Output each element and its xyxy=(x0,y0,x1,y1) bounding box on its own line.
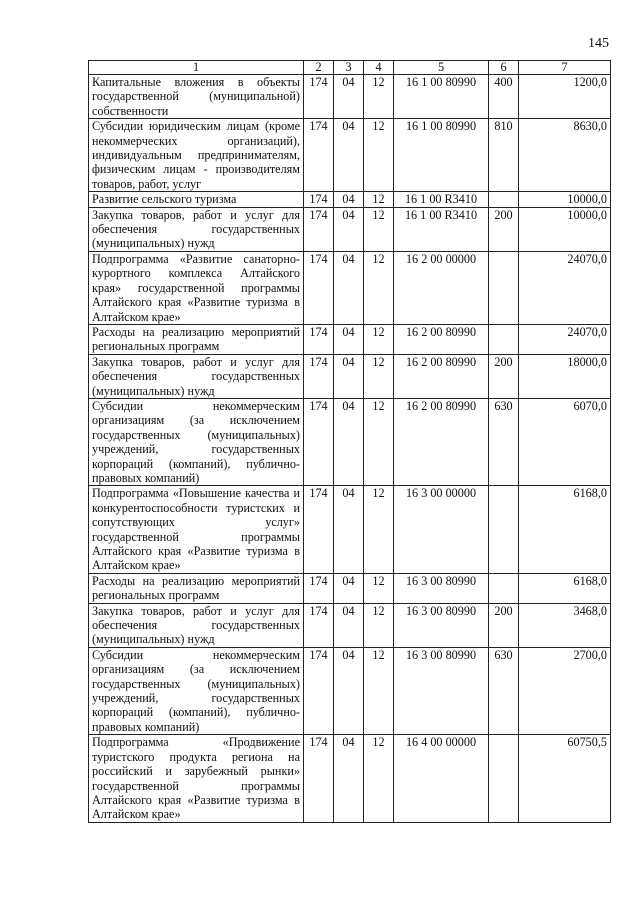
row-name-cell: Развитие сельского туризма xyxy=(89,192,304,207)
section-cell: 04 xyxy=(334,75,364,119)
target-article-cell: 16 2 00 80990 xyxy=(394,354,489,398)
expense-type-cell: 630 xyxy=(489,398,519,485)
target-article-cell: 16 3 00 80990 xyxy=(394,573,489,603)
section-cell: 04 xyxy=(334,398,364,485)
subsection-cell: 12 xyxy=(364,647,394,734)
column-header: 2 xyxy=(304,61,334,75)
subsection-cell: 12 xyxy=(364,119,394,192)
expense-type-cell: 200 xyxy=(489,207,519,251)
table-row xyxy=(89,647,611,734)
column-header: 5 xyxy=(394,61,489,75)
admin-code-cell: 174 xyxy=(304,251,334,324)
row-name-cell: Закупка товаров, работ и услуг для обеспечения государственных (муниципальных) нужд xyxy=(89,354,304,398)
section-cell: 04 xyxy=(334,251,364,324)
subsection-cell: 12 xyxy=(364,354,394,398)
subsection-cell: 12 xyxy=(364,324,394,354)
expense-type-cell: 810 xyxy=(489,119,519,192)
section-cell: 04 xyxy=(334,735,364,822)
section-cell: 04 xyxy=(334,486,364,573)
page-number: 145 xyxy=(588,36,609,51)
target-article-cell: 16 1 00 80990 xyxy=(394,75,489,119)
target-article-cell: 16 3 00 80990 xyxy=(394,647,489,734)
target-article-cell: 16 3 00 00000 xyxy=(394,486,489,573)
expense-type-cell: 200 xyxy=(489,603,519,647)
table-row xyxy=(89,324,611,354)
admin-code-cell: 174 xyxy=(304,354,334,398)
subsection-cell: 12 xyxy=(364,603,394,647)
target-article-cell: 16 2 00 80990 xyxy=(394,398,489,485)
amount-cell: 10000,0 xyxy=(519,192,611,207)
row-name-cell: Закупка товаров, работ и услуг для обеспечения государственных (муниципальных) нужд xyxy=(89,603,304,647)
expense-type-cell xyxy=(489,192,519,207)
expense-type-cell xyxy=(489,573,519,603)
admin-code-cell: 174 xyxy=(304,75,334,119)
admin-code-cell: 174 xyxy=(304,207,334,251)
target-article-cell: 16 2 00 80990 xyxy=(394,324,489,354)
row-name-cell: Расходы на реализацию мероприятий региональных программ xyxy=(89,324,304,354)
expense-type-cell xyxy=(489,486,519,573)
subsection-cell: 12 xyxy=(364,251,394,324)
row-name-cell: Субсидии некоммерческим организациям (за исключением государственных (муниципальных) учреждений, государственных корпораций (компаний), публично-правовых компаний) xyxy=(89,647,304,734)
expense-type-cell xyxy=(489,324,519,354)
row-name-cell: Закупка товаров, работ и услуг для обеспечения государственных (муниципальных) нужд xyxy=(89,207,304,251)
section-cell: 04 xyxy=(334,192,364,207)
row-name-cell: Подпрограмма «Повышение качества и конкурентоспособности туристских и сопутствующих услуг» государственной программы Алтайского края «Развитие туризма в Алтайском крае» xyxy=(89,486,304,573)
admin-code-cell: 174 xyxy=(304,398,334,485)
amount-cell: 24070,0 xyxy=(519,251,611,324)
section-cell: 04 xyxy=(334,119,364,192)
subsection-cell: 12 xyxy=(364,398,394,485)
target-article-cell: 16 1 00 R3410 xyxy=(394,192,489,207)
section-cell: 04 xyxy=(334,647,364,734)
section-cell: 04 xyxy=(334,207,364,251)
table-row xyxy=(89,207,611,251)
row-name-cell: Расходы на реализацию мероприятий региональных программ xyxy=(89,573,304,603)
admin-code-cell: 174 xyxy=(304,486,334,573)
table-row xyxy=(89,75,611,119)
admin-code-cell: 174 xyxy=(304,647,334,734)
amount-cell: 60750,5 xyxy=(519,735,611,822)
subsection-cell: 12 xyxy=(364,486,394,573)
admin-code-cell: 174 xyxy=(304,573,334,603)
table-row xyxy=(89,603,611,647)
table-row xyxy=(89,398,611,485)
amount-cell: 6168,0 xyxy=(519,573,611,603)
amount-cell: 3468,0 xyxy=(519,603,611,647)
amount-cell: 6168,0 xyxy=(519,486,611,573)
subsection-cell: 12 xyxy=(364,207,394,251)
table-row xyxy=(89,354,611,398)
table-row xyxy=(89,573,611,603)
amount-cell: 6070,0 xyxy=(519,398,611,485)
column-header: 6 xyxy=(489,61,519,75)
section-cell: 04 xyxy=(334,354,364,398)
admin-code-cell: 174 xyxy=(304,119,334,192)
amount-cell: 10000,0 xyxy=(519,207,611,251)
table-row xyxy=(89,735,611,822)
table-row xyxy=(89,486,611,573)
amount-cell: 2700,0 xyxy=(519,647,611,734)
admin-code-cell: 174 xyxy=(304,603,334,647)
row-name-cell: Субсидии юридическим лицам (кроме некоммерческих организаций), индивидуальным предпринимателям, физическим лицам - производителям товаров, работ, услуг xyxy=(89,119,304,192)
amount-cell: 1200,0 xyxy=(519,75,611,119)
subsection-cell: 12 xyxy=(364,735,394,822)
section-cell: 04 xyxy=(334,573,364,603)
column-header: 4 xyxy=(364,61,394,75)
amount-cell: 18000,0 xyxy=(519,354,611,398)
column-header: 3 xyxy=(334,61,364,75)
table-body xyxy=(89,75,611,823)
table-row xyxy=(89,192,611,207)
budget-table xyxy=(88,60,611,823)
target-article-cell: 16 2 00 00000 xyxy=(394,251,489,324)
column-header: 1 xyxy=(89,61,304,75)
expense-type-cell xyxy=(489,735,519,822)
expense-type-cell: 630 xyxy=(489,647,519,734)
target-article-cell: 16 1 00 80990 xyxy=(394,119,489,192)
amount-cell: 24070,0 xyxy=(519,324,611,354)
table-row xyxy=(89,251,611,324)
row-name-cell: Подпрограмма «Развитие санаторно-курортного комплекса Алтайского края» государственной программы Алтайского края «Развитие туризма в Алтайском крае» xyxy=(89,251,304,324)
expense-type-cell: 200 xyxy=(489,354,519,398)
target-article-cell: 16 3 00 80990 xyxy=(394,603,489,647)
row-name-cell: Капитальные вложения в объекты государственной (муниципальной) собственности xyxy=(89,75,304,119)
amount-cell: 8630,0 xyxy=(519,119,611,192)
target-article-cell: 16 1 00 R3410 xyxy=(394,207,489,251)
expense-type-cell xyxy=(489,251,519,324)
row-name-cell: Подпрограмма «Продвижение туристского продукта региона на российский и зарубежный рынки» государственной программы Алтайского края «Развитие туризма в Алтайском крае» xyxy=(89,735,304,822)
subsection-cell: 12 xyxy=(364,75,394,119)
subsection-cell: 12 xyxy=(364,192,394,207)
expense-type-cell: 400 xyxy=(489,75,519,119)
row-name-cell: Субсидии некоммерческим организациям (за исключением государственных (муниципальных) учреждений, государственных корпораций (компаний), публично-правовых компаний) xyxy=(89,398,304,485)
section-cell: 04 xyxy=(334,603,364,647)
header-row xyxy=(89,61,611,75)
column-header: 7 xyxy=(519,61,611,75)
admin-code-cell: 174 xyxy=(304,735,334,822)
table-row xyxy=(89,119,611,192)
target-article-cell: 16 4 00 00000 xyxy=(394,735,489,822)
admin-code-cell: 174 xyxy=(304,192,334,207)
subsection-cell: 12 xyxy=(364,573,394,603)
section-cell: 04 xyxy=(334,324,364,354)
admin-code-cell: 174 xyxy=(304,324,334,354)
